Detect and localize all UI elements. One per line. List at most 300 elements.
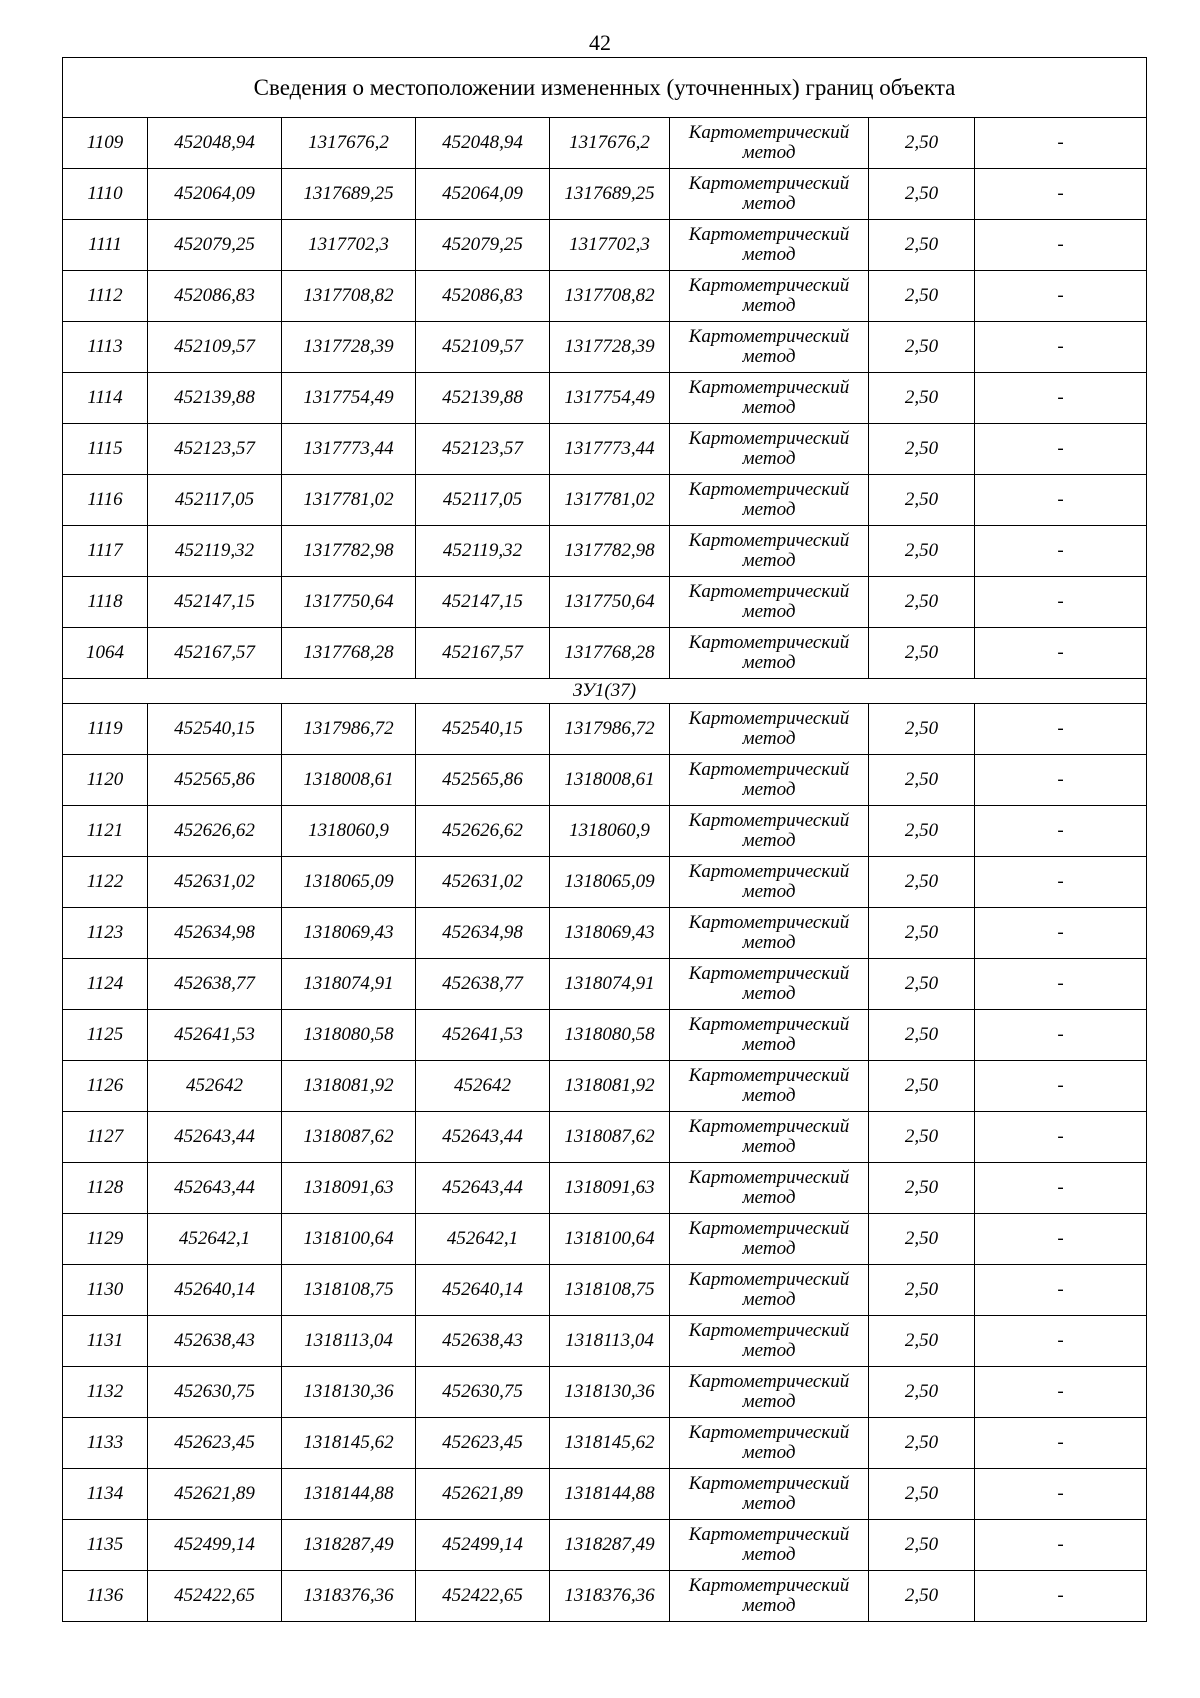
method-line-1: Картометрический xyxy=(688,530,850,551)
method-cell xyxy=(670,1010,869,1061)
y-existing: 1317728,39 xyxy=(282,322,416,373)
x-new: 452621,89 xyxy=(416,1469,550,1520)
point-number: 1117 xyxy=(63,526,148,577)
y-new: 1317708,82 xyxy=(550,271,670,322)
table-title: Сведения о местоположении измененных (уточненных) границ объекта xyxy=(63,58,1147,118)
x-existing: 452642 xyxy=(148,1061,282,1112)
method-line-1: Картометрический xyxy=(688,1269,850,1290)
y-new: 1318144,88 xyxy=(550,1469,670,1520)
description: - xyxy=(975,1265,1147,1316)
table-row xyxy=(63,220,1147,271)
method-line-2: метод xyxy=(742,983,796,1004)
point-number: 1132 xyxy=(63,1367,148,1418)
y-new: 1317750,64 xyxy=(550,577,670,628)
method-line-1: Картометрический xyxy=(688,326,850,347)
method-cell xyxy=(670,1367,869,1418)
method-cell xyxy=(670,1418,869,1469)
boundary-coordinates-table xyxy=(62,57,1147,1622)
x-new: 452147,15 xyxy=(416,577,550,628)
y-existing: 1318100,64 xyxy=(282,1214,416,1265)
method-line-1: Картометрический xyxy=(688,810,850,831)
method-line-2: метод xyxy=(742,346,796,367)
method-line-2: метод xyxy=(742,244,796,265)
x-existing: 452638,43 xyxy=(148,1316,282,1367)
method-line-1: Картометрический xyxy=(688,1320,850,1341)
method-cell xyxy=(670,271,869,322)
point-number: 1119 xyxy=(63,704,148,755)
y-existing: 1317782,98 xyxy=(282,526,416,577)
description: - xyxy=(975,1418,1147,1469)
x-new: 452079,25 xyxy=(416,220,550,271)
y-existing: 1318080,58 xyxy=(282,1010,416,1061)
method-line-2: метод xyxy=(742,932,796,953)
precision: 2,50 xyxy=(869,1163,975,1214)
point-number: 1130 xyxy=(63,1265,148,1316)
description: - xyxy=(975,1163,1147,1214)
precision: 2,50 xyxy=(869,118,975,169)
y-existing: 1318091,63 xyxy=(282,1163,416,1214)
method-line-1: Картометрический xyxy=(688,1575,850,1596)
description: - xyxy=(975,424,1147,475)
method-line-2: метод xyxy=(742,779,796,800)
method-line-1: Картометрический xyxy=(688,912,850,933)
method-line-2: метод xyxy=(742,1289,796,1310)
x-new: 452119,32 xyxy=(416,526,550,577)
y-existing: 1317773,44 xyxy=(282,424,416,475)
description: - xyxy=(975,169,1147,220)
method-cell xyxy=(670,1061,869,1112)
y-existing: 1318108,75 xyxy=(282,1265,416,1316)
precision: 2,50 xyxy=(869,271,975,322)
point-number: 1111 xyxy=(63,220,148,271)
y-new: 1317689,25 xyxy=(550,169,670,220)
x-existing: 452064,09 xyxy=(148,169,282,220)
method-cell xyxy=(670,959,869,1010)
description: - xyxy=(975,526,1147,577)
precision: 2,50 xyxy=(869,1520,975,1571)
method-line-1: Картометрический xyxy=(688,1014,850,1035)
table-row xyxy=(63,373,1147,424)
description: - xyxy=(975,577,1147,628)
point-number: 1123 xyxy=(63,908,148,959)
table-row xyxy=(63,1061,1147,1112)
y-existing: 1318081,92 xyxy=(282,1061,416,1112)
x-existing: 452631,02 xyxy=(148,857,282,908)
x-existing: 452499,14 xyxy=(148,1520,282,1571)
point-number: 1127 xyxy=(63,1112,148,1163)
x-new: 452086,83 xyxy=(416,271,550,322)
method-line-1: Картометрический xyxy=(688,173,850,194)
method-line-2: метод xyxy=(742,499,796,520)
table-row xyxy=(63,908,1147,959)
precision: 2,50 xyxy=(869,908,975,959)
description: - xyxy=(975,959,1147,1010)
x-existing: 452117,05 xyxy=(148,475,282,526)
point-number: 1136 xyxy=(63,1571,148,1622)
y-existing: 1317781,02 xyxy=(282,475,416,526)
point-number: 1125 xyxy=(63,1010,148,1061)
x-new: 452641,53 xyxy=(416,1010,550,1061)
x-new: 452048,94 xyxy=(416,118,550,169)
y-new: 1318074,91 xyxy=(550,959,670,1010)
y-new: 1318069,43 xyxy=(550,908,670,959)
table-row xyxy=(63,1571,1147,1622)
y-new: 1317676,2 xyxy=(550,118,670,169)
y-new: 1318065,09 xyxy=(550,857,670,908)
table-row xyxy=(63,628,1147,679)
table-row xyxy=(63,424,1147,475)
method-line-2: метод xyxy=(742,1391,796,1412)
precision: 2,50 xyxy=(869,806,975,857)
x-existing: 452641,53 xyxy=(148,1010,282,1061)
x-existing: 452630,75 xyxy=(148,1367,282,1418)
y-new: 1318145,62 xyxy=(550,1418,670,1469)
table-row xyxy=(63,806,1147,857)
point-number: 1135 xyxy=(63,1520,148,1571)
x-existing: 452422,65 xyxy=(148,1571,282,1622)
precision: 2,50 xyxy=(869,1112,975,1163)
x-new: 452642,1 xyxy=(416,1214,550,1265)
page-number: 42 xyxy=(589,30,611,55)
table-row xyxy=(63,1010,1147,1061)
method-line-2: метод xyxy=(742,448,796,469)
method-cell xyxy=(670,1571,869,1622)
x-new: 452630,75 xyxy=(416,1367,550,1418)
precision: 2,50 xyxy=(869,1418,975,1469)
method-line-1: Картометрический xyxy=(688,708,850,729)
description: - xyxy=(975,908,1147,959)
table-row xyxy=(63,1163,1147,1214)
y-existing: 1317754,49 xyxy=(282,373,416,424)
x-existing: 452623,45 xyxy=(148,1418,282,1469)
y-existing: 1318145,62 xyxy=(282,1418,416,1469)
method-cell xyxy=(670,577,869,628)
precision: 2,50 xyxy=(869,220,975,271)
y-new: 1317754,49 xyxy=(550,373,670,424)
method-line-2: метод xyxy=(742,881,796,902)
method-cell xyxy=(670,755,869,806)
method-cell xyxy=(670,1316,869,1367)
table-row xyxy=(63,118,1147,169)
precision: 2,50 xyxy=(869,1010,975,1061)
method-line-2: метод xyxy=(742,1238,796,1259)
point-number: 1109 xyxy=(63,118,148,169)
point-number: 1115 xyxy=(63,424,148,475)
point-number: 1110 xyxy=(63,169,148,220)
y-new: 1318008,61 xyxy=(550,755,670,806)
table-title-row xyxy=(63,58,1147,118)
table-row xyxy=(63,169,1147,220)
x-new: 452626,62 xyxy=(416,806,550,857)
point-number: 1116 xyxy=(63,475,148,526)
method-line-1: Картометрический xyxy=(688,1524,850,1545)
y-existing: 1318087,62 xyxy=(282,1112,416,1163)
y-existing: 1318069,43 xyxy=(282,908,416,959)
y-new: 1318091,63 xyxy=(550,1163,670,1214)
x-new: 452565,86 xyxy=(416,755,550,806)
method-cell xyxy=(670,1163,869,1214)
x-new: 452642 xyxy=(416,1061,550,1112)
precision: 2,50 xyxy=(869,1367,975,1418)
precision: 2,50 xyxy=(869,373,975,424)
point-number: 1128 xyxy=(63,1163,148,1214)
method-cell xyxy=(670,373,869,424)
table-row xyxy=(63,1418,1147,1469)
section-row xyxy=(63,679,1147,704)
table-row xyxy=(63,857,1147,908)
method-cell xyxy=(670,1112,869,1163)
method-cell xyxy=(670,1265,869,1316)
method-line-1: Картометрический xyxy=(688,1473,850,1494)
method-line-2: метод xyxy=(742,1085,796,1106)
point-number: 1114 xyxy=(63,373,148,424)
y-new: 1317781,02 xyxy=(550,475,670,526)
method-cell xyxy=(670,857,869,908)
table-row xyxy=(63,1316,1147,1367)
method-line-2: метод xyxy=(742,1595,796,1616)
description: - xyxy=(975,373,1147,424)
y-new: 1318100,64 xyxy=(550,1214,670,1265)
method-cell xyxy=(670,1469,869,1520)
y-existing: 1318287,49 xyxy=(282,1520,416,1571)
description: - xyxy=(975,118,1147,169)
point-number: 1120 xyxy=(63,755,148,806)
x-new: 452499,14 xyxy=(416,1520,550,1571)
method-line-2: метод xyxy=(742,830,796,851)
x-existing: 452079,25 xyxy=(148,220,282,271)
precision: 2,50 xyxy=(869,577,975,628)
x-new: 452643,44 xyxy=(416,1112,550,1163)
y-existing: 1317750,64 xyxy=(282,577,416,628)
x-new: 452638,77 xyxy=(416,959,550,1010)
point-number: 1131 xyxy=(63,1316,148,1367)
x-existing: 452565,86 xyxy=(148,755,282,806)
x-new: 452064,09 xyxy=(416,169,550,220)
description: - xyxy=(975,271,1147,322)
method-cell xyxy=(670,322,869,373)
x-existing: 452638,77 xyxy=(148,959,282,1010)
y-existing: 1317702,3 xyxy=(282,220,416,271)
method-line-1: Картометрический xyxy=(688,224,850,245)
description: - xyxy=(975,322,1147,373)
y-new: 1317986,72 xyxy=(550,704,670,755)
y-existing: 1317768,28 xyxy=(282,628,416,679)
description: - xyxy=(975,1571,1147,1622)
y-new: 1318130,36 xyxy=(550,1367,670,1418)
y-new: 1318287,49 xyxy=(550,1520,670,1571)
method-line-2: метод xyxy=(742,295,796,316)
description: - xyxy=(975,806,1147,857)
precision: 2,50 xyxy=(869,424,975,475)
x-new: 452167,57 xyxy=(416,628,550,679)
x-new: 452638,43 xyxy=(416,1316,550,1367)
x-new: 452640,14 xyxy=(416,1265,550,1316)
y-existing: 1318130,36 xyxy=(282,1367,416,1418)
method-line-1: Картометрический xyxy=(688,632,850,653)
method-line-2: метод xyxy=(742,1187,796,1208)
precision: 2,50 xyxy=(869,1469,975,1520)
x-existing: 452642,1 xyxy=(148,1214,282,1265)
x-new: 452623,45 xyxy=(416,1418,550,1469)
precision: 2,50 xyxy=(869,1316,975,1367)
method-cell xyxy=(670,424,869,475)
method-cell xyxy=(670,169,869,220)
y-new: 1317773,44 xyxy=(550,424,670,475)
method-line-2: метод xyxy=(742,550,796,571)
method-cell xyxy=(670,1520,869,1571)
y-existing: 1317986,72 xyxy=(282,704,416,755)
precision: 2,50 xyxy=(869,322,975,373)
x-new: 452139,88 xyxy=(416,373,550,424)
precision: 2,50 xyxy=(869,704,975,755)
table-row xyxy=(63,959,1147,1010)
section-label: ЗУ1(37) xyxy=(63,679,1147,704)
table-row xyxy=(63,1367,1147,1418)
precision: 2,50 xyxy=(869,1571,975,1622)
method-line-1: Картометрический xyxy=(688,963,850,984)
description: - xyxy=(975,220,1147,271)
method-line-2: метод xyxy=(742,601,796,622)
point-number: 1124 xyxy=(63,959,148,1010)
x-existing: 452540,15 xyxy=(148,704,282,755)
y-existing: 1318113,04 xyxy=(282,1316,416,1367)
method-cell xyxy=(670,220,869,271)
y-existing: 1318060,9 xyxy=(282,806,416,857)
method-line-2: метод xyxy=(742,652,796,673)
description: - xyxy=(975,755,1147,806)
method-line-2: метод xyxy=(742,397,796,418)
y-new: 1318113,04 xyxy=(550,1316,670,1367)
table-row xyxy=(63,1214,1147,1265)
y-existing: 1318144,88 xyxy=(282,1469,416,1520)
point-number: 1129 xyxy=(63,1214,148,1265)
x-existing: 452086,83 xyxy=(148,271,282,322)
x-existing: 452109,57 xyxy=(148,322,282,373)
point-number: 1064 xyxy=(63,628,148,679)
y-new: 1318376,36 xyxy=(550,1571,670,1622)
y-existing: 1318008,61 xyxy=(282,755,416,806)
method-line-1: Картометрический xyxy=(688,1065,850,1086)
method-line-2: метод xyxy=(742,1340,796,1361)
method-cell xyxy=(670,704,869,755)
y-new: 1317702,3 xyxy=(550,220,670,271)
x-existing: 452167,57 xyxy=(148,628,282,679)
x-new: 452422,65 xyxy=(416,1571,550,1622)
method-line-1: Картометрический xyxy=(688,122,850,143)
description: - xyxy=(975,1520,1147,1571)
point-number: 1122 xyxy=(63,857,148,908)
description: - xyxy=(975,628,1147,679)
x-existing: 452621,89 xyxy=(148,1469,282,1520)
y-new: 1317728,39 xyxy=(550,322,670,373)
precision: 2,50 xyxy=(869,526,975,577)
x-new: 452123,57 xyxy=(416,424,550,475)
method-cell xyxy=(670,1214,869,1265)
x-existing: 452123,57 xyxy=(148,424,282,475)
y-existing: 1317708,82 xyxy=(282,271,416,322)
x-existing: 452643,44 xyxy=(148,1163,282,1214)
y-new: 1318080,58 xyxy=(550,1010,670,1061)
y-existing: 1318074,91 xyxy=(282,959,416,1010)
point-number: 1121 xyxy=(63,806,148,857)
method-line-2: метод xyxy=(742,193,796,214)
y-new: 1318087,62 xyxy=(550,1112,670,1163)
point-number: 1133 xyxy=(63,1418,148,1469)
precision: 2,50 xyxy=(869,1214,975,1265)
table-row xyxy=(63,1469,1147,1520)
y-new: 1317768,28 xyxy=(550,628,670,679)
method-line-2: метод xyxy=(742,142,796,163)
method-line-2: метод xyxy=(742,1442,796,1463)
x-new: 452634,98 xyxy=(416,908,550,959)
method-line-1: Картометрический xyxy=(688,377,850,398)
method-line-2: метод xyxy=(742,1034,796,1055)
method-line-2: метод xyxy=(742,1136,796,1157)
x-existing: 452139,88 xyxy=(148,373,282,424)
method-line-1: Картометрический xyxy=(688,581,850,602)
point-number: 1134 xyxy=(63,1469,148,1520)
method-line-1: Картометрический xyxy=(688,1218,850,1239)
precision: 2,50 xyxy=(869,475,975,526)
x-new: 452109,57 xyxy=(416,322,550,373)
precision: 2,50 xyxy=(869,755,975,806)
table-row xyxy=(63,475,1147,526)
description: - xyxy=(975,704,1147,755)
x-existing: 452640,14 xyxy=(148,1265,282,1316)
x-existing: 452048,94 xyxy=(148,118,282,169)
y-existing: 1317689,25 xyxy=(282,169,416,220)
y-new: 1318108,75 xyxy=(550,1265,670,1316)
method-cell xyxy=(670,526,869,577)
table-row xyxy=(63,755,1147,806)
method-cell xyxy=(670,628,869,679)
precision: 2,50 xyxy=(869,169,975,220)
table-row xyxy=(63,322,1147,373)
method-line-1: Картометрический xyxy=(688,759,850,780)
method-line-2: метод xyxy=(742,728,796,749)
precision: 2,50 xyxy=(869,959,975,1010)
description: - xyxy=(975,1316,1147,1367)
x-new: 452643,44 xyxy=(416,1163,550,1214)
method-cell xyxy=(670,118,869,169)
description: - xyxy=(975,1214,1147,1265)
point-number: 1118 xyxy=(63,577,148,628)
point-number: 1126 xyxy=(63,1061,148,1112)
table-row xyxy=(63,526,1147,577)
method-line-1: Картометрический xyxy=(688,479,850,500)
precision: 2,50 xyxy=(869,628,975,679)
method-line-1: Картометрический xyxy=(688,1371,850,1392)
table-row xyxy=(63,1112,1147,1163)
y-existing: 1317676,2 xyxy=(282,118,416,169)
y-new: 1317782,98 xyxy=(550,526,670,577)
table-row xyxy=(63,704,1147,755)
description: - xyxy=(975,1112,1147,1163)
method-line-1: Картометрический xyxy=(688,428,850,449)
table-row xyxy=(63,1265,1147,1316)
y-existing: 1318065,09 xyxy=(282,857,416,908)
table-row xyxy=(63,1520,1147,1571)
method-line-2: метод xyxy=(742,1493,796,1514)
description: - xyxy=(975,1061,1147,1112)
method-cell xyxy=(670,806,869,857)
y-new: 1318081,92 xyxy=(550,1061,670,1112)
precision: 2,50 xyxy=(869,1265,975,1316)
method-line-1: Картометрический xyxy=(688,275,850,296)
x-new: 452631,02 xyxy=(416,857,550,908)
precision: 2,50 xyxy=(869,857,975,908)
x-existing: 452626,62 xyxy=(148,806,282,857)
